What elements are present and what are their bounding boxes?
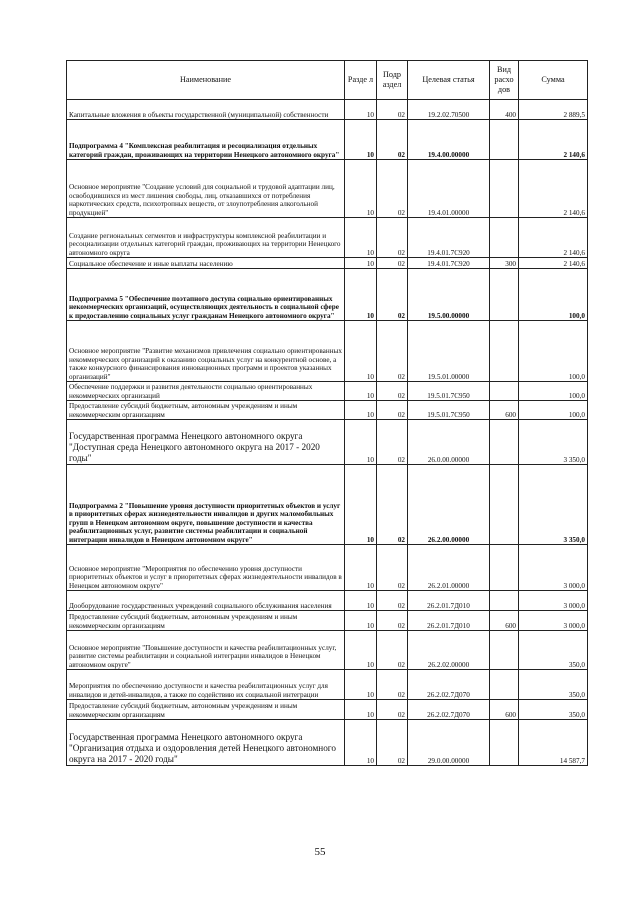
cell-expense-type — [490, 720, 519, 766]
cell-expense-type — [490, 321, 519, 382]
cell-section: 10 — [345, 401, 377, 420]
cell-amount: 350,0 — [519, 700, 588, 720]
table-row — [67, 465, 588, 545]
cell-target: 26.2.01.7Д010 — [408, 591, 490, 611]
cell-expense-type — [490, 670, 519, 700]
column-header-name: Наименование — [67, 61, 345, 100]
cell-subsection: 02 — [377, 611, 408, 631]
cell-expense-type: 600 — [490, 611, 519, 631]
cell-amount: 350,0 — [519, 670, 588, 700]
table-body — [67, 100, 588, 766]
cell-name: Обеспечение поддержки и развития деятельности социально ориентированных некоммерческих организаций — [67, 382, 345, 401]
page-number: 55 — [314, 846, 326, 858]
cell-subsection: 02 — [377, 545, 408, 591]
cell-target: 29.0.00.00000 — [408, 720, 490, 766]
cell-subsection: 02 — [377, 631, 408, 670]
table-row — [67, 120, 588, 160]
cell-name: Государственная программа Ненецкого автономного округа "Организация отдыха и оздоровления детей Ненецкого автономного округа на 2017 - 2020 годы" — [67, 720, 345, 766]
cell-target: 19.5.01.7С950 — [408, 401, 490, 420]
cell-target: 26.2.00.00000 — [408, 465, 490, 545]
cell-name: Мероприятия по обеспечению доступности и качества реабилитационных услуг для инвалидов и детей-инвалидов, а также по содействию их социальной интеграции — [67, 670, 345, 700]
cell-target: 26.2.02.7Д070 — [408, 670, 490, 700]
cell-expense-type — [490, 465, 519, 545]
cell-name: Социальное обеспечение и иные выплаты населению — [67, 258, 345, 269]
cell-expense-type — [490, 120, 519, 160]
cell-target: 26.2.02.00000 — [408, 631, 490, 670]
table-row — [67, 401, 588, 420]
cell-target: 26.2.01.7Д010 — [408, 611, 490, 631]
cell-subsection: 02 — [377, 465, 408, 545]
cell-name: Подпрограмма 5 "Обеспечение поэтапного доступа социально ориентированных некоммерческих организаций, осуществляющих деятельность в социальной сфере к предоставлению социальных услуг гражданам Ненецкого автономного округа" — [67, 269, 345, 321]
cell-amount: 3 350,0 — [519, 420, 588, 465]
table-row — [67, 258, 588, 269]
cell-expense-type — [490, 420, 519, 465]
cell-name: Основное мероприятие "Мероприятия по обеспечению уровня доступности приоритетных объектов и услуг в приоритетных сферах жизнедеятельности инвалидов в Ненецком автономном округе" — [67, 545, 345, 591]
cell-expense-type — [490, 218, 519, 258]
cell-expense-type — [490, 382, 519, 401]
cell-target: 19.4.01.00000 — [408, 160, 490, 218]
cell-amount: 2 140,6 — [519, 160, 588, 218]
cell-section: 10 — [345, 670, 377, 700]
cell-amount: 2 889,5 — [519, 100, 588, 120]
cell-subsection: 02 — [377, 670, 408, 700]
cell-amount: 2 140,6 — [519, 258, 588, 269]
cell-amount: 3 000,0 — [519, 545, 588, 591]
budget-table — [66, 60, 588, 766]
cell-section: 10 — [345, 545, 377, 591]
table-row — [67, 321, 588, 382]
table-row — [67, 670, 588, 700]
cell-expense-type — [490, 269, 519, 321]
cell-section: 10 — [345, 700, 377, 720]
cell-amount: 100,0 — [519, 401, 588, 420]
cell-target: 19.4.01.7С920 — [408, 218, 490, 258]
cell-section: 10 — [345, 591, 377, 611]
cell-section: 10 — [345, 611, 377, 631]
table-row — [67, 269, 588, 321]
cell-section: 10 — [345, 100, 377, 120]
cell-subsection: 02 — [377, 382, 408, 401]
table-row — [67, 100, 588, 120]
cell-target: 19.2.02.70500 — [408, 100, 490, 120]
cell-target: 19.4.01.7С920 — [408, 258, 490, 269]
cell-section: 10 — [345, 631, 377, 670]
cell-subsection: 02 — [377, 100, 408, 120]
cell-section: 10 — [345, 160, 377, 218]
cell-name: Создание региональных сегментов и инфраструктуры комплексной реабилитации и ресоциализации отдельных категорий граждан, проживающих на территории Ненецкого автономного округа — [67, 218, 345, 258]
cell-name: Предоставление субсидий бюджетным, автономным учреждениям и иным некоммерческим организациям — [67, 611, 345, 631]
cell-expense-type: 600 — [490, 700, 519, 720]
cell-subsection: 02 — [377, 258, 408, 269]
cell-target: 19.5.00.00000 — [408, 269, 490, 321]
cell-amount: 2 140,6 — [519, 120, 588, 160]
column-header-expense-type: Вид расхо дов — [490, 61, 519, 100]
column-header-subsection: Подр аздел — [377, 61, 408, 100]
table-row — [67, 160, 588, 218]
cell-name: Основное мероприятие "Развитие механизмов привлечения социально ориентированных некоммерческих организаций к оказанию социальных услуг на конкурентной основе, а также конкурсного финансирования инновационных программ и проектов указанных организаций" — [67, 321, 345, 382]
cell-subsection: 02 — [377, 218, 408, 258]
cell-name: Дооборудование государственных учреждений социального обслуживания населения — [67, 591, 345, 611]
cell-name: Основное мероприятие "Повышение доступности и качества реабилитационных услуг, развитие системы реабилитации и социальной интеграции инвалидов в Ненецком автономном округе" — [67, 631, 345, 670]
cell-target: 19.4.00.00000 — [408, 120, 490, 160]
cell-amount: 3 000,0 — [519, 591, 588, 611]
cell-target: 26.2.01.00000 — [408, 545, 490, 591]
cell-amount: 350,0 — [519, 631, 588, 670]
table-row — [67, 611, 588, 631]
cell-amount: 100,0 — [519, 382, 588, 401]
cell-amount: 14 587,7 — [519, 720, 588, 766]
column-header-target: Целевая статья — [408, 61, 490, 100]
cell-name: Подпрограмма 4 "Комплексная реабилитация и ресоциализация отдельных категорий граждан, проживающих на территории Ненецкого автономного округа" — [67, 120, 345, 160]
cell-expense-type: 400 — [490, 100, 519, 120]
table-row — [67, 545, 588, 591]
cell-expense-type — [490, 160, 519, 218]
cell-subsection: 02 — [377, 591, 408, 611]
cell-section: 10 — [345, 465, 377, 545]
cell-subsection: 02 — [377, 321, 408, 382]
cell-section: 10 — [345, 269, 377, 321]
cell-target: 26.0.00.00000 — [408, 420, 490, 465]
cell-name: Подпрограмма 2 "Повышение уровня доступности приоритетных объектов и услуг в приоритетных сферах жизнедеятельности инвалидов и других маломобильных групп в Ненецком автономном округе, повышение доступности и качества реабилитационных услуг, развитие системы реабилитации и социальной интеграции инвалидов в Ненецком автономном округе" — [67, 465, 345, 545]
column-header-section: Разде л — [345, 61, 377, 100]
cell-subsection: 02 — [377, 120, 408, 160]
cell-name: Предоставление субсидий бюджетным, автономным учреждениям и иным некоммерческим организациям — [67, 700, 345, 720]
cell-subsection: 02 — [377, 700, 408, 720]
table-row — [67, 700, 588, 720]
column-header-amount: Сумма — [519, 61, 588, 100]
cell-name: Основное мероприятие "Создание условий для социальной и трудовой адаптации лиц, освободившихся из мест лишения свободы, лиц, отказавшихся от потребления наркотических средств, психотропных веществ, от злоупотребления алкогольной продукцией" — [67, 160, 345, 218]
cell-amount: 100,0 — [519, 269, 588, 321]
cell-expense-type — [490, 631, 519, 670]
cell-name: Государственная программа Ненецкого автономного округа "Доступная среда Ненецкого автономного округа на 2017 - 2020 годы" — [67, 420, 345, 465]
cell-amount: 3 000,0 — [519, 611, 588, 631]
cell-subsection: 02 — [377, 401, 408, 420]
cell-name: Предоставление субсидий бюджетным, автономным учреждениям и иным некоммерческим организациям — [67, 401, 345, 420]
cell-target: 19.5.01.7С950 — [408, 382, 490, 401]
cell-section: 10 — [345, 420, 377, 465]
cell-expense-type — [490, 545, 519, 591]
table-row — [67, 218, 588, 258]
cell-name: Капитальные вложения в объекты государственной (муниципальной) собственности — [67, 100, 345, 120]
cell-section: 10 — [345, 218, 377, 258]
cell-target: 19.5.01.00000 — [408, 321, 490, 382]
cell-section: 10 — [345, 720, 377, 766]
table-row — [67, 420, 588, 465]
cell-section: 10 — [345, 258, 377, 269]
cell-subsection: 02 — [377, 160, 408, 218]
cell-expense-type: 300 — [490, 258, 519, 269]
cell-amount: 2 140,6 — [519, 218, 588, 258]
cell-target: 26.2.02.7Д070 — [408, 700, 490, 720]
cell-section: 10 — [345, 120, 377, 160]
cell-subsection: 02 — [377, 269, 408, 321]
table-header-row — [67, 61, 588, 100]
table-row — [67, 720, 588, 766]
cell-section: 10 — [345, 382, 377, 401]
table-row — [67, 382, 588, 401]
cell-expense-type — [490, 591, 519, 611]
cell-amount: 3 350,0 — [519, 465, 588, 545]
cell-section: 10 — [345, 321, 377, 382]
cell-expense-type: 600 — [490, 401, 519, 420]
cell-subsection: 02 — [377, 720, 408, 766]
table-row — [67, 631, 588, 670]
cell-subsection: 02 — [377, 420, 408, 465]
table-row — [67, 591, 588, 611]
cell-amount: 100,0 — [519, 321, 588, 382]
